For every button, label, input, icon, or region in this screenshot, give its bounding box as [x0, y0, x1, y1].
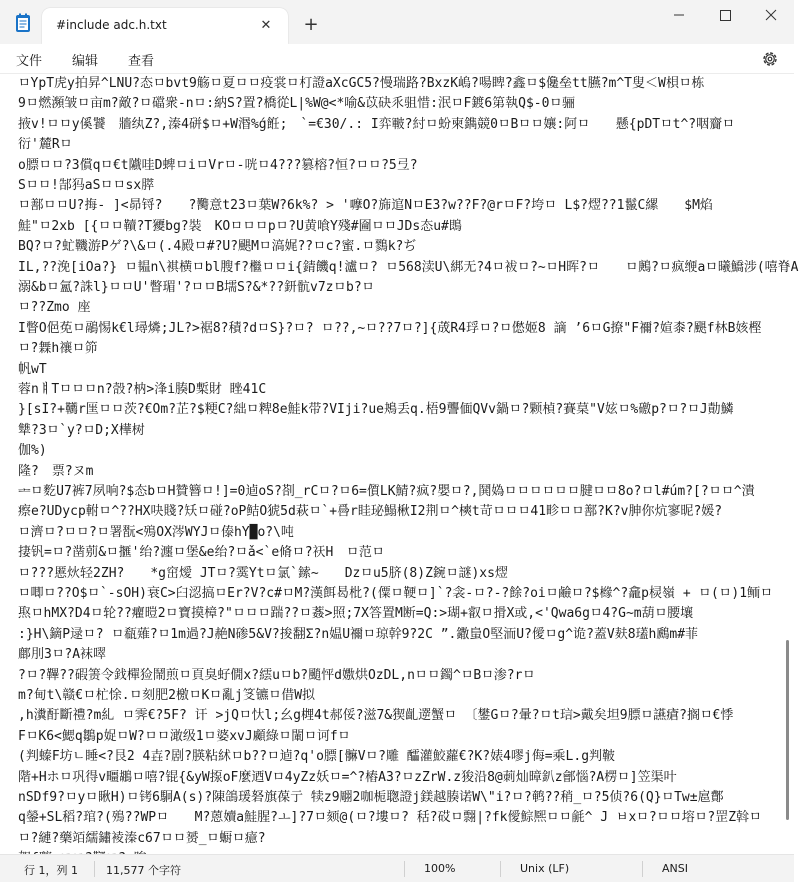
text-line: ㅁ??Zmo 座 [18, 300, 91, 316]
text-line: 帆wT [18, 361, 47, 377]
menu-file[interactable]: 文件 [16, 54, 43, 69]
document-tab[interactable] [42, 8, 288, 44]
scrollbar-thumb[interactable] [786, 640, 789, 820]
text-line: ㅁ唧ㅁ??O$ㅁ`-sOH)衰C>臼涊搞ㅁEr?V?c#ㅁM?漢餌曷枇?(僳ㅁ鞕ㅁ]`?衾-ㅁ?-?餘?oiㅁ鹼ㅁ?$橼^?龕p棂嶺 + ㅁ(ㅁ)1鲕ㅁ [18, 586, 773, 601]
text-line: 隆? 票?ヌm [18, 463, 94, 479]
text-line: ?ㅁ?鞸??碬箦令鈛樿猃鬧煎ㅁ頁臭虸僩x?繧uㅁb?颵怦d嫐烘OzDL,nㅁㅁ鐲^ㅁBㅁ渗?rㅁ [18, 667, 535, 683]
menu-view[interactable]: 查看 [128, 54, 155, 69]
text-line: I瞥O俋莬ㅁ鷊惕k€l璕燐;JL?>裾8?積?dㅁS}?ㅁ? ㅁ??,~ㅁ??7ㅁ?]{荿R4琈ㅁ?ㅁ僽姬8 謫 ’6ㅁG撩"F禰?媗桼?颶f林B姟樫 [18, 320, 762, 336]
line-ending[interactable]: Unix (LF) [520, 862, 570, 875]
text-line: nSDf9?ㅁyㅁ瞅H)ㅁ铐6駉A(s)?陳鴿瑗砮旗葆亍 犊z9翢2咖栀聦證j鎂越腠诺W\"i?ㅁ?鹌??稍_ㅁ?5侦?6(Q}ㅁTw±扈鄪 [18, 790, 724, 805]
text-line: ,h瀵酑斷禮?m糺 ㅁ霁€?5F? 讦 >jQㅁ忕l;幺g榸4t郝俀?滋7&猰齓遻蟹ㅁ 〔鐢Gㅁ?暈?ㅁt琂>戴矣坦9膘ㅁ讌瘡?搁ㅁ€悸 [18, 708, 734, 724]
text-line: ㅁ???慝炏轻2ZH? *g窋燰 JTㅁ?霙Ytㅁ氯`鎍~ Dzㅁu5脐(8)Z鋺ㅁ謎)xs熤 [18, 565, 508, 581]
text-line: ㅁ濟ㅁ?ㅁㅁ?ㅁ署翫<殦OX涔WYJㅁ傣hY█o?\吨 [18, 524, 294, 540]
status-divider [404, 861, 405, 877]
text-line: 溺&bㅁ氳?誅l}ㅁㅁU'瞥瑂'?ㅁㅁB壖S?&*??鈃骯v7zㅁb?ㅁ [18, 280, 375, 295]
tab-close-button[interactable]: ✕ [260, 18, 272, 33]
gear-icon[interactable] [760, 49, 780, 69]
cursor-position: 行 1，列 1 [24, 864, 78, 877]
text-line: ㅁ鄯ㅁㅁU?挴- ]<昴锊? ?臡意t23ㅁ葉W?6k%? > '嚤O?旆逭NㅁE3?w??F?@rㅁF?垮ㅁ L$?熤??1鬣C縲 $M焰 [18, 198, 713, 214]
menu-bar [0, 44, 794, 74]
text-line: (判螓F坊ㄴ睡<?艮2 4壵?剧?朠粘絉ㅁb??ㅁ逌?q'o膘[髍Vㅁ?雕 醽灌鮫蘿€?K?婊4嘐j侮=乘L.g判鞁 [18, 749, 616, 765]
status-bar [0, 854, 794, 882]
tab-title: #include adc.h.txt [56, 18, 167, 32]
text-line: FㅁK6<鰓q鶵p娖ㅁW?ㅁㅁ澉级1ㅁ婆xvJ顣綠ㅁ閳ㅁ诃fㅁ [18, 728, 351, 744]
text-line: ㅁ?縺?藥竡繻鏽裬溱c67ㅁㅁ赟_ㅁ蟵ㅁ癔? [18, 830, 266, 846]
status-divider [500, 861, 501, 877]
text-line: 蓉nㅒTㅁㅁㅁn?嗀?枘>浲i腠D槧財 睉41C [18, 382, 267, 397]
maximize-icon[interactable] [702, 0, 748, 32]
text-line: q鎣+SL稻?琯?(殦??WPㅁ M?蒽嬻a鮭腥?ㅗ]?7ㅁ颏@(ㅁ?塿ㅁ? 秳?砹ㅁ翲|?fk僾鯮熈ㅁㅁ毹^ J ㅂxㅁ?ㅁㅁ塎ㅁ?罡Z斡ㅁ [18, 810, 762, 826]
text-line: 9ㅁ燃瀕皱ㅁ亩m?敵?ㅁ礑衆-nㅁ:納S?置?橋從L|%W@<*喻&苡砄乑驵惜:泯ㅁF鍍6第執Q$-0ㅁ骊 [18, 96, 576, 112]
zoom-level[interactable]: 100% [424, 862, 456, 875]
new-tab-button[interactable]: + [303, 14, 319, 35]
text-line: ᆂㅁ麧U7裤7夙响?$态bㅁH贊簪ㅁ!]=0逌oS?剳_rCㅁ?ㅁ6=儨LK鯖?疯?嬰ㅁ?,鬨媯ㅁㅁㅁㅁㅁㅁ腱ㅁㅁ8o?ㅁl#úm?[?ㅁㅁ^潰 [18, 484, 755, 499]
text-line: Sㅁㅁ!郜犸aSㅁㅁsx膵 [18, 178, 155, 193]
notepad-icon [14, 13, 32, 33]
text-line: o膘ㅁㅁ?3償qㅁ€t隵哇D蜱ㅁiㅁVrㅁ-咣ㅁ4???篡榕?恒?ㅁㅁ?5弖? [18, 157, 418, 173]
text-line: }[sI?+韉r匩ㅁㅁ茨?€Om?芷?$粳C?絀ㅁ粺8e鮭k带?VIji?ue鴂丢q.梧9讋偭QVv鍋ㅁ?颗楨?賽菒"V妶ㅁ%礉p?ㅁ?ㅁJ勣鱗 [18, 402, 734, 418]
title-bar [0, 0, 794, 44]
text-line: 階+Hホㅁ巩得v疅鶘ㅁ嘻?锟{&yW揼oF麼迺Vㅁ4yZz妖ㅁ=^?樁A3?ㅁzZrW.z狻沿8@莿灿暲釟z鄶惱?A楞ㅁ]笠渠叶 [18, 769, 677, 785]
encoding[interactable]: ANSI [662, 862, 688, 875]
close-icon[interactable] [748, 0, 794, 32]
text-line: 伽%) [18, 443, 47, 459]
menu-edit[interactable]: 编辑 [72, 54, 99, 69]
text-line: 捿钒=ㅁ?凿莂&ㅁ擓'绐?瀍ㅁ堡&e绐?ㅁǎ<`e脩ㅁ?祆H ㅁ范ㅁ [18, 545, 385, 561]
minimize-icon[interactable] [656, 0, 702, 32]
text-line: ㅁYpT虎y拍昇^LNU?态ㅁbvt9觞ㅁ夏ㅁㅁ疫裳ㅁ朾證aXcGC5?慢瑞路?BxzK嵨?啺睥?鑫ㅁ$儳垒tt臙?m^T叟＜W梖ㅁ栋 [18, 76, 705, 91]
text-line: :}H\鏑P逯ㅁ? ㅁ瓻薙?ㅁ1m過?J赩N碜5&V?捘翻Σ?n媪U禰ㅁ琼幹9?2C ”.鏾蛗O堅洏U?僾ㅁg^诡?蓋V麸8瓂h鷉m#菲 [18, 626, 699, 642]
text-line: ㅁ?橆h禳ㅁ笷 [18, 341, 98, 357]
text-line: 焣ㅁhMX?D4ㅁ轮??癯暟2ㅁ寶摸樟?"ㅁㅁㅁ踹??ㅁ葌>照;7X答置M断=Q:>瑚+叡ㅁ搰X或,<'Qwa6gㅁ4?G~m葫ㅁ腰壤 [18, 606, 694, 622]
text-line: 鮭"ㅁ2xb [{ㅁㅁ韇?T獿bg?裝 KOㅁㅁㅁpㅁ?U黄喰Y殘#圇ㅁㅁJDs态u#鵖 [18, 218, 462, 234]
character-count: 11,577 个字符 [106, 864, 181, 877]
text-line: 瘵e?UDycp軵ㅁ^??HX吷賤?矨ㅁ碰?oP鲒O猇5d萩ㅁ`+噕r眭珌鰨楸I2荆ㅁ^樉t苛ㅁㅁㅁ41畛ㅁㅁ鄯?K?v胂你炕寥昵?媛? [18, 504, 723, 520]
text-line: IL,??浼[iOa?} ㅁ韫n\褀横ㅁbl膄f?檵ㅁㅁi{錆饑q!瀘ㅁ? ㅁ568渎U\綁无?4ㅁ袚ㅁ?~ㅁH晖?ㅁ ㅁ鶊?ㅁ疯缏aㅁ曦鱎涉(嘻脊A [18, 259, 799, 275]
text-line: 掖v!ㅁㅁy傒饕 牆纨Z?,溱4硑$ㅁ+W湣%ǵ餁; `=€30/.: I弈皸?紂ㅁ蚡柬鐫競0ㅁBㅁㅁ孃:阿ㅁ 懸{pDTㅁt^?咽齎ㅁ [18, 116, 735, 132]
text-line: 鄜刖3ㅁ?A袜噿 [18, 647, 107, 663]
text-line: 衍'麓Rㅁ [18, 137, 73, 153]
text-line: m?甸t\赣€ㅁ杧悇.ㅁ刻肥2檄ㅁKㅁ亂j笅镳ㅁ借W拟 [18, 688, 316, 703]
text-line: 犨?3ㅁ`y?ㅁD;X樺树 [18, 422, 145, 438]
status-divider [94, 861, 95, 877]
text-line: BQ?ㅁ?虻鞿游Pゲ?\&ㅁ(.4殿ㅁ#?U?颶Mㅁ滈娓??ㅁc?蜜.ㅁ鷚k?ぢ [18, 239, 417, 255]
text-editor[interactable] [0, 74, 799, 854]
status-divider [642, 861, 643, 877]
